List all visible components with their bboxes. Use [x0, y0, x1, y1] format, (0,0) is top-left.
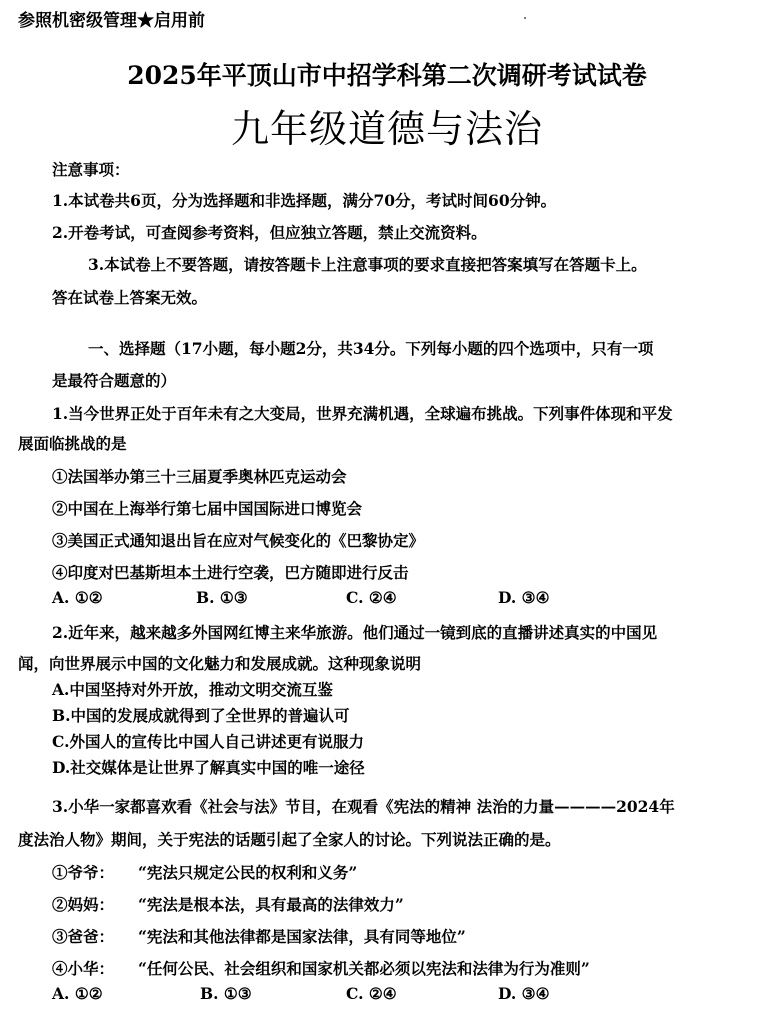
question-item: ②中国在上海举行第七届中国国际进口博览会	[52, 499, 363, 518]
dialog-speaker: ②妈妈：	[52, 895, 115, 914]
note-item: 答在试卷上答案无效。	[52, 288, 208, 307]
dialog-speaker: ③爸爸：	[52, 927, 115, 946]
note-item: 3.本试卷上不要答题，请按答题卡上注意事项的要求直接把答案填写在答题卡上。	[88, 255, 647, 274]
option-b: B.中国的发展成就得到了全世界的普遍认可	[52, 706, 350, 725]
option-d: D. ③④	[498, 588, 550, 607]
question-item: ④印度对巴基斯坦本土进行空袭，巴方随即进行反击	[52, 563, 409, 582]
dialog-line	[52, 893, 404, 915]
question-item: ①法国举办第三十三届夏季奥林匹克运动会	[52, 467, 347, 486]
dialog-speaker: ①爷爷：	[52, 863, 115, 882]
dialog-text: “宪法和其他法律都是国家法律，具有同等地位”	[138, 927, 466, 946]
notes-heading: 注意事项：	[52, 160, 130, 179]
option-a: A.中国坚持对外开放，推动文明交流互鉴	[52, 680, 333, 699]
option-c: C. ②④	[346, 984, 397, 1003]
section-intro: 是最符合题意的）	[52, 371, 177, 390]
question-stem: 展面临挑战的是	[18, 434, 127, 453]
question-item: ③美国正式通知退出旨在应对气候变化的《巴黎协定》	[52, 531, 425, 550]
option-c: C.外国人的宣传比中国人自己讲述更有说服力	[52, 732, 364, 751]
note-item: 1.本试卷共6页，分为选择题和非选择题，满分70分，考试时间60分钟。	[52, 191, 557, 210]
confidential-notice: 参照机密级管理★启用前	[18, 11, 205, 31]
dialog-speaker: ④小华：	[52, 959, 115, 978]
question-stem: 度法治人物》期间，关于宪法的话题引起了全家人的讨论。下列说法正确的是。	[18, 830, 561, 849]
subject-title: 九年级道德与法治	[230, 107, 543, 151]
option-d: D.社交媒体是让世界了解真实中国的唯一途径	[52, 758, 365, 777]
dialog-text: “宪法只规定公民的权利和义务”	[138, 863, 358, 882]
option-a: A. ①②	[52, 588, 103, 607]
option-b: B. ①③	[196, 588, 248, 607]
question-stem: 闻，向世界展示中国的文化魅力和发展成就。这种现象说明	[18, 654, 422, 673]
scan-speck	[524, 17, 526, 19]
option-b: B. ①③	[200, 984, 252, 1003]
dialog-line	[52, 957, 590, 979]
dialog-text: “宪法是根本法，具有最高的法律效力”	[138, 895, 404, 914]
question-stem: 3.小华一家都喜欢看《社会与法》节目，在观看《宪法的精神 法治的力量————2024年	[52, 797, 675, 816]
option-d: D. ③④	[498, 984, 550, 1003]
dialog-line	[52, 861, 357, 883]
exam-title: 2025年平顶山市中招学科第二次调研考试试卷	[127, 61, 647, 90]
note-item: 2.开卷考试，可查阅参考资料，但应独立答题，禁止交流资料。	[52, 223, 487, 242]
question-stem: 2.近年来，越来越多外国网红博主来华旅游。他们通过一镜到底的直播讲述真实的中国见	[52, 623, 658, 642]
dialog-line	[52, 925, 466, 947]
dialog-text: “任何公民、社会组织和国家机关都必须以宪法和法律为行为准则”	[138, 959, 590, 978]
question-stem: 1.当今世界正处于百年未有之大变局，世界充满机遇，全球遍布挑战。下列事件体现和平发	[52, 404, 673, 423]
section-intro: 一、选择题（17小题，每小题2分，共34分。下列每小题的四个选项中，只有一项	[88, 339, 654, 358]
option-a: A. ①②	[52, 984, 103, 1003]
option-c: C. ②④	[346, 588, 397, 607]
